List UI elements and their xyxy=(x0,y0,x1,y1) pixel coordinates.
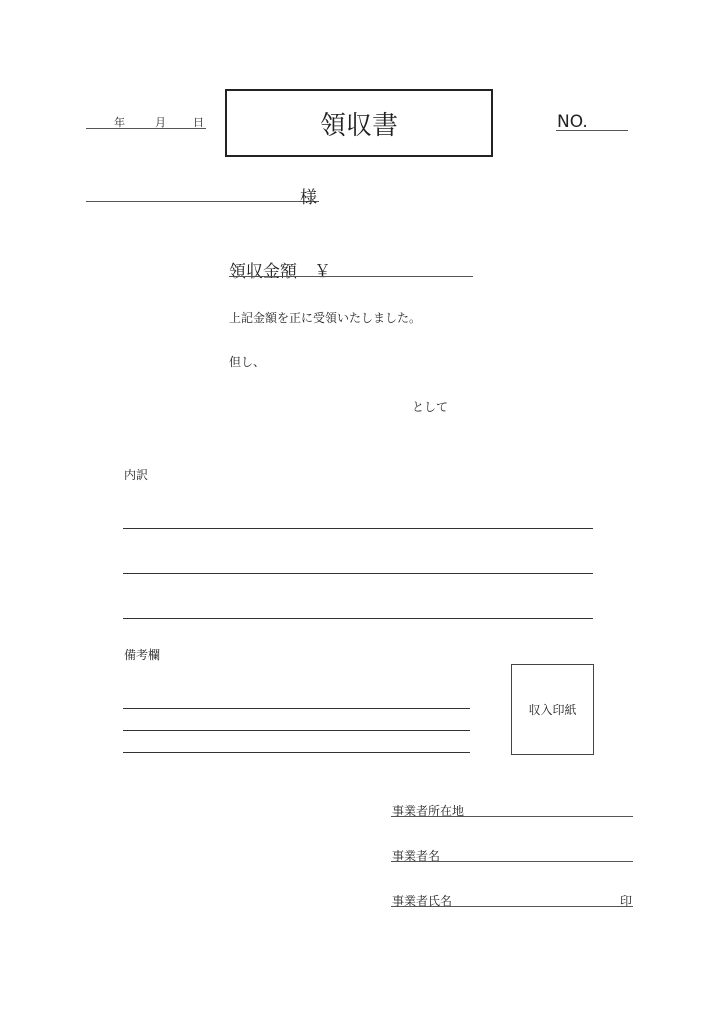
issuer-name-label: 事業者名 xyxy=(392,849,441,863)
issuer-name-line[interactable] xyxy=(391,861,633,862)
revenue-stamp-label: 収入印紙 xyxy=(528,703,577,717)
number-label: NO. xyxy=(557,112,588,132)
remarks-label: 備考欄 xyxy=(124,648,161,662)
page-title: 領収書 xyxy=(319,110,398,141)
date-day: 日 xyxy=(193,116,204,129)
date-year: 年 xyxy=(114,116,125,129)
date-month: 月 xyxy=(155,116,166,129)
recipient-line[interactable] xyxy=(86,201,319,202)
amount-line[interactable] xyxy=(229,276,473,277)
revenue-stamp-box xyxy=(511,664,594,755)
amount-label: 領収金額 ￥ xyxy=(229,262,331,282)
issuer-person-line[interactable] xyxy=(391,906,633,907)
seal-label: 印 xyxy=(620,894,633,908)
recipient-suffix: 様 xyxy=(300,188,317,208)
breakdown-line-1[interactable] xyxy=(123,528,593,529)
proviso-label: 但し、 xyxy=(229,355,266,369)
received-text: 上記金額を正に受領いたしました。 xyxy=(229,311,422,325)
remarks-line-3[interactable] xyxy=(123,752,470,753)
remarks-line-1[interactable] xyxy=(123,708,470,709)
issuer-address-line[interactable] xyxy=(391,816,633,817)
remarks-line-2[interactable] xyxy=(123,730,470,731)
breakdown-line-2[interactable] xyxy=(123,573,593,574)
number-line[interactable] xyxy=(556,130,628,131)
proviso-suffix: として xyxy=(412,400,449,414)
issuer-address-label: 事業者所在地 xyxy=(392,804,465,818)
date-line[interactable] xyxy=(86,128,206,129)
title-box xyxy=(225,89,493,157)
breakdown-label: 内訳 xyxy=(124,468,149,482)
issuer-person-label: 事業者氏名 xyxy=(392,894,453,908)
breakdown-line-3[interactable] xyxy=(123,618,593,619)
